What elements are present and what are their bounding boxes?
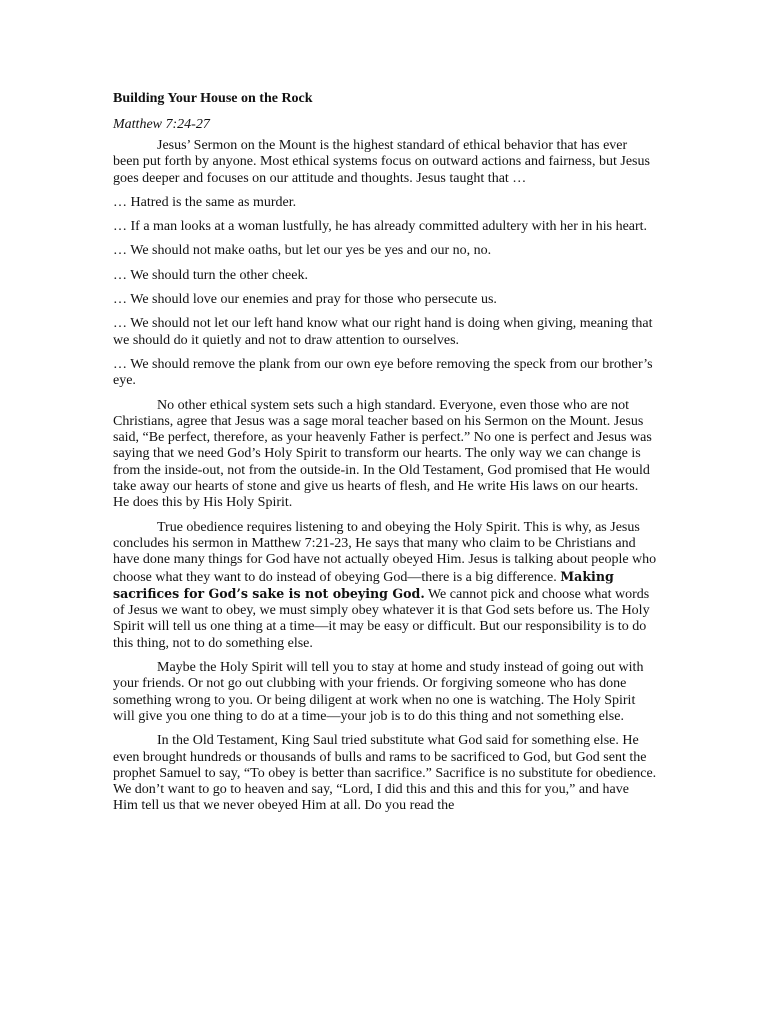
standard-paragraph: No other ethical system sets such a high standard. Everyone, even those who are not Christians, agree that Jesus was a sage moral teacher based on his Sermon on the Mount. Jesus said, “Be perfect, therefore, as your heavenly Father is perfect.” No one is perfect and Jesus was saying that we need God’s Holy Spirit to transform our hearts. The only way we can change is from the inside-out, not from the outside-in. In the Old Testament, God promised that He would take away our hearts of stone and give us hearts of flesh, and He write His laws on our hearts. He does this by His Holy Spirit. bbox=[113, 397, 652, 511]
maybe-paragraph: Maybe the Holy Spirit will tell you to stay at home and study instead of going out with your friends. Or not go out clubbing with your friends. Or forgiving someone who has done something wrong to you. Or being diligent at work when no one is watching. The Holy Spirit will give you one thing to do at a time—your job is to do this thing and not something else. bbox=[113, 660, 644, 724]
intro-paragraph: Jesus’ Sermon on the Mount is the highest standard of ethical behavior that has ever been put forth by anyone. Most ethical systems focus on outward actions and fairness, but Jesus goes deeper and focuses on our attitude and thoughts. Jesus taught that … bbox=[113, 138, 650, 186]
saul-paragraph: In the Old Testament, King Saul tried substitute what God said for something else. He even brought hundreds or thousands of bulls and rams to be sacrificed to God, but God sent the prophet Samuel to say, “To obey is better than sacrifice.” Sacrifice is no substitute for obedience. We don’t want to go to heaven and say, “Lord, I did this and this and this for you,” and have Him tell us that we never obeyed Him at all. Do you read the bbox=[113, 733, 657, 814]
teaching-item: … We should turn the other cheek. bbox=[113, 267, 308, 283]
obedience-text-start: True obedience requires listening to and obeying the Holy Spirit. This is why, as Jesus concludes his sermon in Matthew 7:21-23, He says that many who claim to be Christians and have done many things for God have not actually obeyed Him. Jesus is talking about people who choose what they want to do instead of obeying God—there is a big difference. bbox=[113, 519, 657, 585]
scripture-reference: Matthew 7:24-27 bbox=[113, 117, 210, 132]
teaching-item: … Hatred is the same as murder. bbox=[113, 194, 297, 210]
document-page bbox=[113, 90, 657, 823]
obedience-paragraph bbox=[113, 520, 657, 652]
obedience-text-end: We cannot pick and choose what words of Jesus we want to obey, we must simply obey whatever it is that God sets before us. The Holy Spirit will tell us one thing at a time—it may be easy or difficult. But our responsibility is to do this thing, not to do something else. bbox=[113, 586, 650, 651]
obedience-emphasis: Making sacrifices for God’s sake is not obeying God. bbox=[113, 568, 614, 601]
teaching-item: … We should love our enemies and pray for those who persecute us. bbox=[113, 292, 497, 308]
teaching-item: … If a man looks at a woman lustfully, he has already committed adultery with her in his heart. bbox=[113, 219, 648, 235]
teaching-item: … We should not make oaths, but let our yes be yes and our no, no. bbox=[113, 243, 492, 259]
teaching-item: … We should remove the plank from our own eye before removing the speck from our brother’s eye. bbox=[113, 356, 653, 389]
document-title: Building Your House on the Rock bbox=[113, 91, 313, 106]
teaching-item: … We should not let our left hand know what our right hand is doing when giving, meaning that we should do it quietly and not to draw attention to ourselves. bbox=[113, 316, 653, 348]
